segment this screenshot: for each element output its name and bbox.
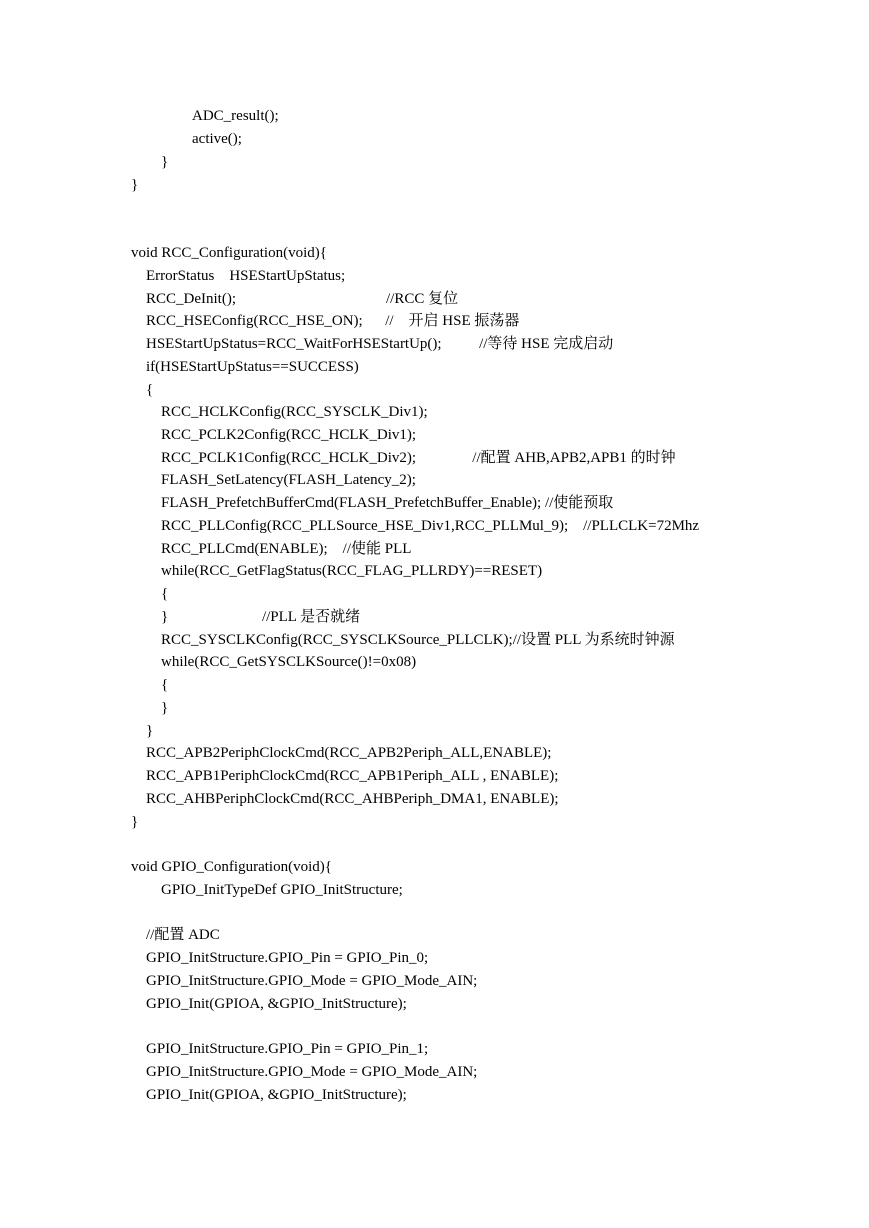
code-line: }	[146, 723, 154, 739]
code-line: RCC_SYSCLKConfig(RCC_SYSCLKSource_PLLCLK);//设置 PLL 为系统时钟源	[161, 632, 675, 648]
code-line: if(HSEStartUpStatus==SUCCESS)	[146, 359, 359, 375]
code-line: {	[161, 677, 169, 693]
code-line: FLASH_PrefetchBufferCmd(FLASH_PrefetchBuffer_Enable); //使能预取	[161, 495, 614, 511]
code-line: GPIO_Init(GPIOA, &GPIO_InitStructure);	[146, 1087, 407, 1103]
code-line: GPIO_InitTypeDef GPIO_InitStructure;	[161, 882, 403, 898]
code-line: } //PLL 是否就绪	[161, 609, 361, 625]
code-line: while(RCC_GetFlagStatus(RCC_FLAG_PLLRDY)==RESET)	[161, 563, 543, 579]
code-line: {	[161, 586, 169, 602]
code-line: GPIO_InitStructure.GPIO_Pin = GPIO_Pin_0;	[146, 950, 429, 966]
code-line: RCC_APB2PeriphClockCmd(RCC_APB2Periph_ALL,ENABLE);	[146, 745, 552, 761]
code-line: GPIO_Init(GPIOA, &GPIO_InitStructure);	[146, 996, 407, 1012]
function-header-gpio-configuration: void GPIO_Configuration(void){	[131, 859, 332, 875]
function-header-rcc-configuration: void RCC_Configuration(void){	[131, 245, 327, 261]
code-line: ErrorStatus HSEStartUpStatus;	[146, 268, 346, 284]
code-line: RCC_AHBPeriphClockCmd(RCC_AHBPeriph_DMA1, ENABLE);	[146, 791, 559, 807]
code-line: RCC_APB1PeriphClockCmd(RCC_APB1Periph_ALL , ENABLE);	[146, 768, 559, 784]
code-line: RCC_PLLCmd(ENABLE); //使能 PLL	[161, 541, 412, 557]
code-line: HSEStartUpStatus=RCC_WaitForHSEStartUp(); //等待 HSE 完成启动	[146, 336, 614, 352]
code-line: }	[161, 700, 169, 716]
code-line: ADC_result();	[192, 108, 279, 124]
code-comment: //配置 ADC	[146, 927, 220, 943]
code-line: {	[146, 382, 154, 398]
code-line: }	[161, 154, 169, 170]
code-line: RCC_HSEConfig(RCC_HSE_ON); // 开启 HSE 振荡器	[146, 313, 520, 329]
code-line: RCC_PCLK2Config(RCC_HCLK_Div1);	[161, 427, 417, 443]
code-line: GPIO_InitStructure.GPIO_Mode = GPIO_Mode_AIN;	[146, 973, 478, 989]
code-line: }	[131, 177, 139, 193]
code-line: GPIO_InitStructure.GPIO_Pin = GPIO_Pin_1;	[146, 1041, 429, 1057]
code-line: active();	[192, 131, 242, 147]
code-line: }	[131, 814, 139, 830]
code-line: RCC_HCLKConfig(RCC_SYSCLK_Div1);	[161, 404, 428, 420]
code-line: RCC_PCLK1Config(RCC_HCLK_Div2); //配置 AHB,APB2,APB1 的时钟	[161, 450, 676, 466]
code-line: GPIO_InitStructure.GPIO_Mode = GPIO_Mode_AIN;	[146, 1064, 478, 1080]
code-line: FLASH_SetLatency(FLASH_Latency_2);	[161, 472, 416, 488]
code-line: RCC_PLLConfig(RCC_PLLSource_HSE_Div1,RCC_PLLMul_9); //PLLCLK=72Mhz	[161, 518, 700, 534]
code-line: while(RCC_GetSYSCLKSource()!=0x08)	[161, 654, 417, 670]
code-line: RCC_DeInit(); //RCC 复位	[146, 291, 459, 307]
